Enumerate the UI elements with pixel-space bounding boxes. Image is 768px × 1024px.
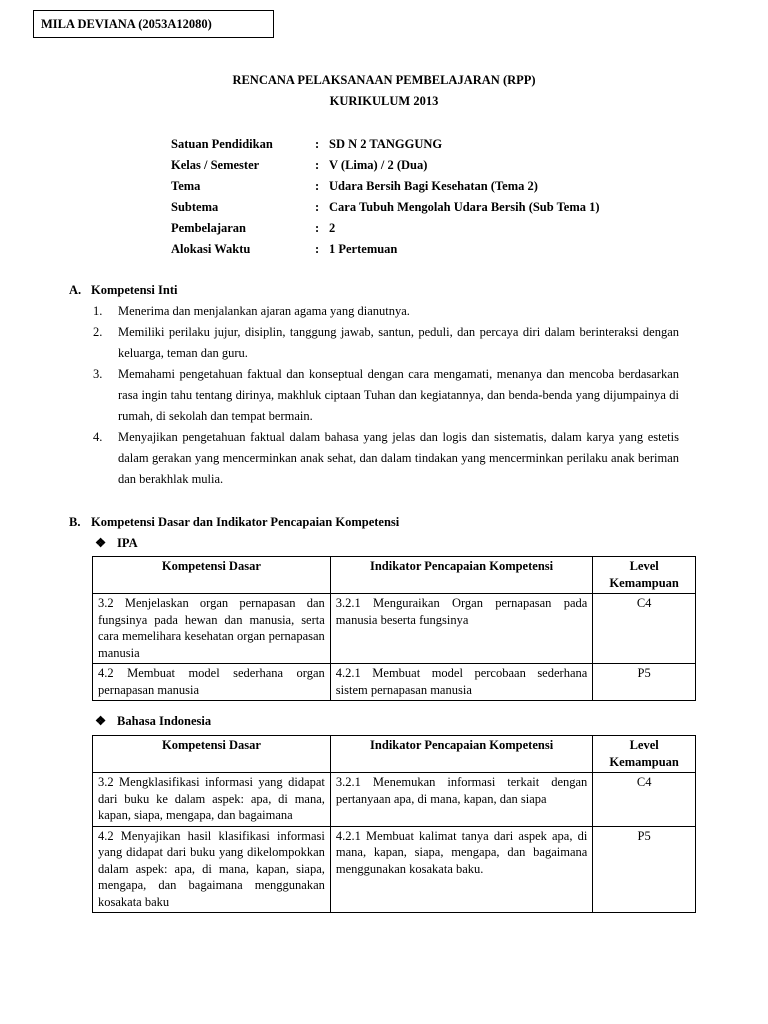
- info-separator: :: [315, 158, 320, 172]
- info-value: 2: [329, 221, 336, 235]
- section-title: Kompetensi Inti: [91, 283, 178, 297]
- table-row: [93, 826, 696, 913]
- cell-ipk: 4.2.1 Membuat model percobaan sederhana sistem pernapasan manusia: [330, 664, 593, 701]
- list-text: Menyajikan pengetahuan faktual dalam bahasa yang jelas dan logis dan sistematis, dalam karya yang estetis dalam gerakan yang mencerminkan anak sehat, dan dalam tindakan yang mencerminkan perilaku anak beriman dan berakhlak mulia.: [118, 430, 679, 486]
- document-title: RENCANA PELAKSANAAN PEMBELAJARAN (RPP): [232, 73, 536, 87]
- subheading-label: IPA: [117, 536, 138, 550]
- ipa-competency-table: [92, 556, 696, 701]
- bahasa-subheading: [95, 712, 211, 730]
- info-separator: :: [315, 200, 320, 214]
- table-header-row: [93, 736, 696, 773]
- list-text: Memiliki perilaku jujur, disiplin, tanggung jawab, santun, peduli, dan percaya diri dalam berinteraksi dengan keluarga, teman dan guru.: [118, 325, 679, 360]
- info-separator: :: [315, 221, 320, 235]
- list-number: 3.: [93, 367, 103, 381]
- document-subtitle: KURIKULUM 2013: [329, 94, 439, 108]
- section-a-heading: [69, 281, 177, 299]
- table-row: [93, 594, 696, 664]
- section-title: Kompetensi Dasar dan Indikator Pencapaian Kompetensi: [91, 515, 400, 529]
- info-label: Satuan Pendidikan: [171, 137, 273, 151]
- cell-kd: 4.2 Menyajikan hasil klasifikasi informasi yang didapat dari buku yang dikelompokkan dalam aspek: apa, di mana, kapan, siapa, mengapa, dan bagaimana menggunakan kosakata baku: [93, 826, 331, 913]
- diamond-bullet-icon: ❖: [95, 536, 107, 550]
- header-kompetensi-dasar: Kompetensi Dasar: [93, 557, 331, 594]
- cell-kd: 4.2 Membuat model sederhana organ pernapasan manusia: [93, 664, 331, 701]
- info-value: Cara Tubuh Mengolah Udara Bersih (Sub Tema 1): [329, 200, 600, 214]
- info-row: [171, 239, 711, 260]
- cell-kd: 3.2 Mengklasifikasi informasi yang didapat dari buku ke dalam aspek: apa, di mana, kapan, siapa, mengapa, dan bagaimana: [93, 773, 331, 827]
- table-row: [93, 664, 696, 701]
- cell-level: P5: [593, 664, 696, 701]
- section-b-heading: [69, 513, 399, 531]
- list-text: Memahami pengetahuan faktual dan konseptual dengan cara mengamati, menanya dan mencoba berdasarkan rasa ingin tahu tentang dirinya, makhluk ciptaan Tuhan dan kegiatannya, dan benda-benda yang dijumpainya di rumah, di sekolah dan tempat bermain.: [118, 367, 679, 423]
- ipa-subheading: [95, 534, 138, 552]
- info-row: [171, 197, 711, 218]
- info-label: Pembelajaran: [171, 221, 246, 235]
- section-letter: A.: [69, 283, 82, 297]
- cell-ipk: 3.2.1 Menemukan informasi terkait dengan pertanyaan apa, di mana, kapan, dan siapa: [330, 773, 592, 827]
- header-indikator: Indikator Pencapaian Kompetensi: [330, 557, 593, 594]
- header-kompetensi-dasar: Kompetensi Dasar: [93, 736, 331, 773]
- header-indikator: Indikator Pencapaian Kompetensi: [330, 736, 592, 773]
- list-number: 4.: [93, 430, 103, 444]
- info-row: [171, 134, 711, 155]
- info-value: SD N 2 TANGGUNG: [329, 137, 443, 151]
- info-label: Kelas / Semester: [171, 158, 260, 172]
- author-box: MILA DEVIANA (2053A12080): [33, 10, 274, 38]
- info-value: Udara Bersih Bagi Kesehatan (Tema 2): [329, 179, 538, 193]
- bahasa-competency-table: [92, 735, 696, 913]
- info-label: Tema: [171, 179, 201, 193]
- info-separator: :: [315, 242, 320, 256]
- cell-ipk: 3.2.1 Menguraikan Organ pernapasan pada manusia beserta fungsinya: [330, 594, 593, 664]
- kompetensi-inti-list: [93, 301, 679, 490]
- header-level: Level Kemampuan: [593, 736, 696, 773]
- list-text: Menerima dan menjalankan ajaran agama yang dianutnya.: [118, 304, 410, 318]
- section-letter: B.: [69, 515, 81, 529]
- identity-table: [171, 134, 711, 260]
- cell-level: C4: [593, 594, 696, 664]
- info-row: [171, 176, 711, 197]
- list-item: [93, 364, 679, 427]
- diamond-bullet-icon: ❖: [95, 714, 107, 728]
- table-row: [93, 773, 696, 827]
- info-row: [171, 155, 711, 176]
- list-number: 2.: [93, 325, 103, 339]
- cell-ipk: 4.2.1 Membuat kalimat tanya dari aspek apa, di mana, kapan, siapa, mengapa, dan bagaimana menggunakan kosakata baku.: [330, 826, 592, 913]
- cell-kd: 3.2 Menjelaskan organ pernapasan dan fungsinya pada hewan dan manusia, serta cara memelihara kesehatan organ pernapasan manusia: [93, 594, 331, 664]
- list-item: [93, 322, 679, 364]
- info-value: 1 Pertemuan: [329, 242, 398, 256]
- header-level: Level Kemampuan: [593, 557, 696, 594]
- list-number: 1.: [93, 304, 103, 318]
- info-label: Subtema: [171, 200, 219, 214]
- list-item: [93, 427, 679, 490]
- info-row: [171, 218, 711, 239]
- subheading-label: Bahasa Indonesia: [117, 714, 212, 728]
- list-item: [93, 301, 679, 322]
- info-separator: :: [315, 137, 320, 151]
- info-separator: :: [315, 179, 320, 193]
- table-header-row: [93, 557, 696, 594]
- cell-level: P5: [593, 826, 696, 913]
- info-value: V (Lima) / 2 (Dua): [329, 158, 428, 172]
- cell-level: C4: [593, 773, 696, 827]
- info-label: Alokasi Waktu: [171, 242, 251, 256]
